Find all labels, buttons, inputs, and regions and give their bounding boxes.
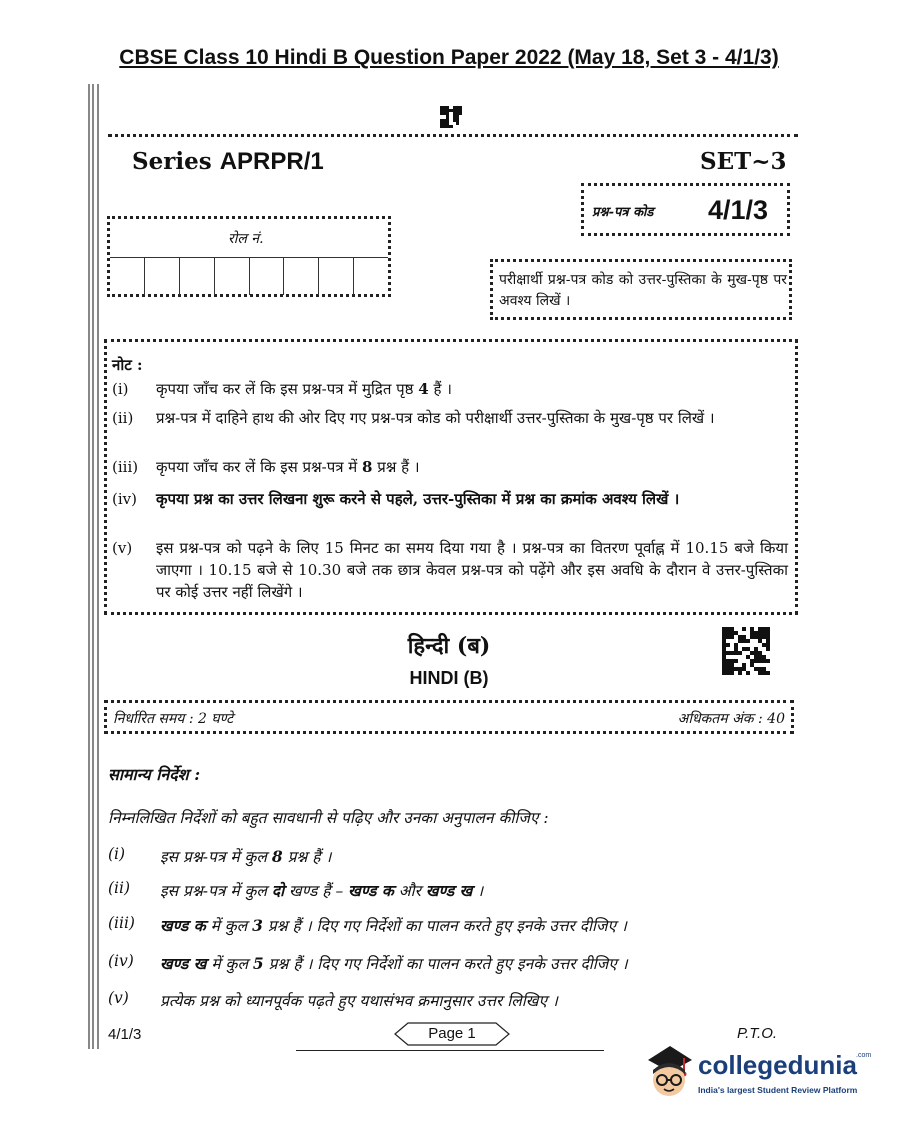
paper-code-value: 4/1/3 bbox=[708, 195, 769, 225]
qr-module bbox=[766, 671, 770, 675]
general-instructions-intro: निम्नलिखित निर्देशों को बहुत सावधानी से पढ़िए और उनका अनुपालन कीजिए : bbox=[108, 809, 549, 827]
roll-number-cell bbox=[180, 258, 215, 295]
time-marks-box bbox=[104, 700, 794, 734]
page-number: Page 1 bbox=[428, 1025, 476, 1042]
time-allowed: निर्धारित समय : 2 घण्टे bbox=[113, 711, 234, 727]
margin-rule bbox=[88, 84, 90, 1049]
max-marks: अधिकतम अंक : 40 bbox=[677, 711, 785, 727]
mascot-icon bbox=[640, 1038, 696, 1104]
footer-line bbox=[296, 1050, 604, 1051]
roll-number-box bbox=[107, 216, 391, 297]
code-instruction-text: परीक्षार्थी प्रश्न-पत्र कोड को उत्तर-पुस्तिका के मुख-पृष्ठ पर अवश्य लिखें । bbox=[499, 272, 787, 309]
pto-label: P.T.O. bbox=[737, 1025, 778, 1042]
header-title: CBSE Class 10 Hindi B Question Paper 2022 (May 18, Set 3 - 4/1/3) bbox=[119, 46, 779, 69]
brand-tagline: India's largest Student Review Platform bbox=[698, 1085, 858, 1095]
qr-code-large bbox=[722, 627, 770, 675]
brand-name: collegedunia bbox=[698, 1050, 857, 1080]
collegedunia-logo bbox=[640, 1038, 876, 1108]
paper-code-label: प्रश्न-पत्र कोड bbox=[592, 205, 654, 220]
margin-rule bbox=[97, 84, 99, 1049]
set-label: SET~3 bbox=[700, 148, 787, 175]
code-instruction-box bbox=[490, 259, 792, 320]
series-label: Series APRPR/1 bbox=[132, 148, 324, 175]
general-instructions-title: सामान्य निर्देश : bbox=[108, 765, 201, 784]
roll-number-cell bbox=[145, 258, 180, 295]
subject-english: HINDI (B) bbox=[409, 668, 489, 688]
divider bbox=[108, 134, 798, 137]
paper-code-box bbox=[581, 183, 790, 236]
note-title: नोट : bbox=[112, 356, 143, 374]
footer-code: 4/1/3 bbox=[108, 1026, 142, 1043]
roll-number-cell bbox=[110, 258, 145, 295]
roll-number-cell bbox=[354, 258, 388, 295]
subject-hindi: हिन्दी (ब) bbox=[407, 633, 491, 659]
roll-number-cell bbox=[284, 258, 319, 295]
roll-number-cell bbox=[250, 258, 285, 295]
roll-number-label: रोल नं. bbox=[228, 231, 264, 247]
brand-suffix: .com bbox=[856, 1052, 872, 1059]
roll-number-cells bbox=[110, 257, 388, 295]
qr-code-small bbox=[440, 106, 462, 128]
roll-number-cell bbox=[215, 258, 250, 295]
qr-module bbox=[459, 125, 462, 128]
roll-number-cell bbox=[319, 258, 354, 295]
margin-rule bbox=[92, 84, 94, 1049]
